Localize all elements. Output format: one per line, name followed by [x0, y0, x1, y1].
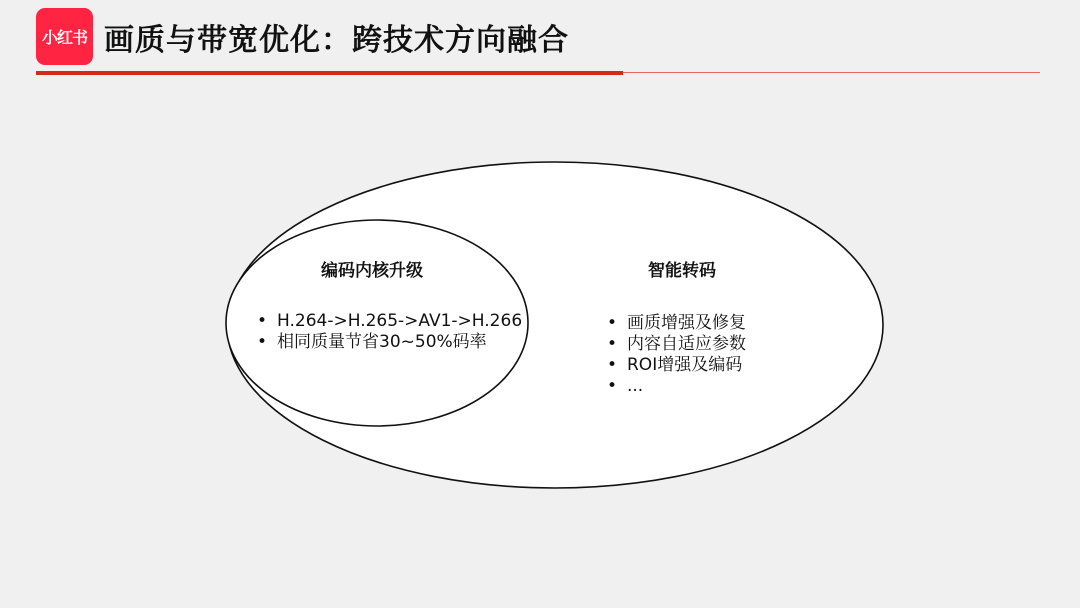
list-item — [255, 311, 522, 332]
bullet-dot: • — [607, 334, 618, 354]
list-item — [605, 313, 746, 334]
list-item-text: H.264->H.265->AV1->H.266 — [277, 311, 523, 331]
bullet-dot: • — [257, 332, 268, 352]
list-item — [605, 376, 746, 397]
outer-ellipse-list — [605, 313, 746, 397]
list-item — [605, 334, 746, 355]
page-title: 画质与带宽优化：跨技术方向融合 — [104, 23, 569, 58]
list-item — [255, 332, 522, 353]
outer-ellipse-heading: 智能转码 — [648, 261, 716, 281]
list-item-text: 画质增强及修复 — [627, 313, 746, 333]
list-item-text: 内容自适应参数 — [627, 334, 746, 354]
bullet-dot: • — [607, 355, 618, 375]
bullet-dot: • — [257, 311, 268, 331]
inner-ellipse-heading: 编码内核升级 — [321, 261, 423, 281]
list-item-text: ROI增强及编码 — [627, 355, 743, 375]
inner-ellipse-list — [255, 311, 522, 353]
list-item — [605, 355, 746, 376]
list-item-text: 相同质量节省30~50%码率 — [277, 332, 487, 352]
bullet-dot: • — [607, 313, 618, 333]
bullet-dot: • — [607, 376, 618, 396]
list-item-text: ... — [627, 376, 644, 396]
brand-logo: 小红书 — [36, 8, 93, 65]
